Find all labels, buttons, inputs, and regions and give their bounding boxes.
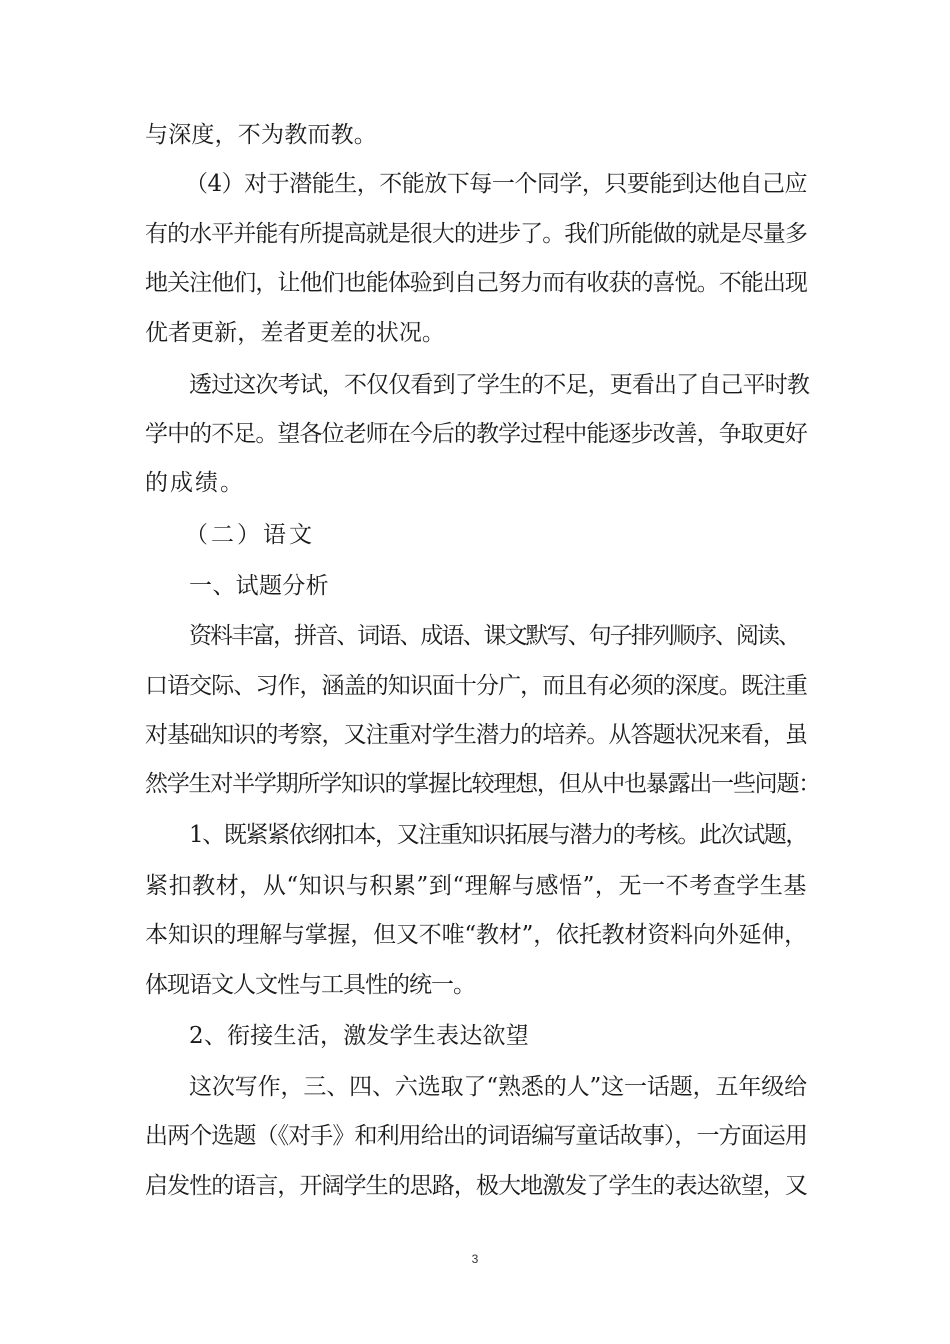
text-line-19: 2、衔接生活，激发学生表达欲望 xyxy=(189,1023,529,1049)
text-line-4: 地关注他们，让他们也能体验到自己努力而有收获的喜悦。不能出现 xyxy=(145,270,808,296)
text-line-13: 对基础知识的考察，又注重对学生潜力的培养。从答题状况来看，虽 xyxy=(145,722,808,748)
text-line-10: 一、试题分析 xyxy=(189,573,329,599)
text-line-1: 与深度，不为教而教。 xyxy=(145,122,377,148)
text-line-14: 然学生对半学期所学知识的掌握比较理想，但从中也暴露出一些问题： xyxy=(145,771,821,797)
text-line-17: 本知识的理解与掌握，但又不唯“教材”，依托教材资料向外延伸， xyxy=(145,922,807,948)
text-line-7: 学中的不足。望各位老师在今后的教学过程中能逐步改善，争取更好 xyxy=(145,421,808,447)
text-line-12: 口语交际、习作，涵盖的知识面十分广，而且有必须的深度。既注重 xyxy=(145,673,808,699)
text-line-22: 启发性的语言，开阔学生的思路，极大地激发了学生的表达欲望，又 xyxy=(145,1173,808,1199)
text-line-3: 有的水平并能有所提高就是很大的进步了。我们所能做的就是尽量多 xyxy=(145,221,808,247)
text-line-11: 资料丰富，拼音、词语、成语、课文默写、句子排列顺序、阅读、 xyxy=(189,623,800,649)
text-line-2: （4）对于潜能生，不能放下每一个同学，只要能到达他自己应 xyxy=(185,171,807,197)
text-line-16: 紧扣教材，从“知识与积累”到“理解与感悟”，无一不考查学生基 xyxy=(145,873,807,899)
text-line-6: 透过这次考试，不仅仅看到了学生的不足，更看出了自己平时教 xyxy=(189,372,810,398)
text-line-15: 1、既紧紧依纲扣本，又注重知识拓展与潜力的考核。此次试题， xyxy=(189,822,807,848)
text-line-18: 体现语文人文性与工具性的统一。 xyxy=(145,972,475,998)
text-line-5: 优者更新，差者更差的状况。 xyxy=(145,320,445,346)
text-line-8: 的成绩。 xyxy=(145,470,245,496)
text-line-20: 这次写作，三、四、六选取了“熟悉的人”这一话题，五年级给 xyxy=(189,1074,807,1100)
text-line-21: 出两个选题（《对手》和利用给出的词语编写童话故事），一方面运用 xyxy=(145,1123,808,1149)
text-line-9: （二）语文 xyxy=(185,522,315,548)
page-number: 3 xyxy=(471,1252,479,1266)
